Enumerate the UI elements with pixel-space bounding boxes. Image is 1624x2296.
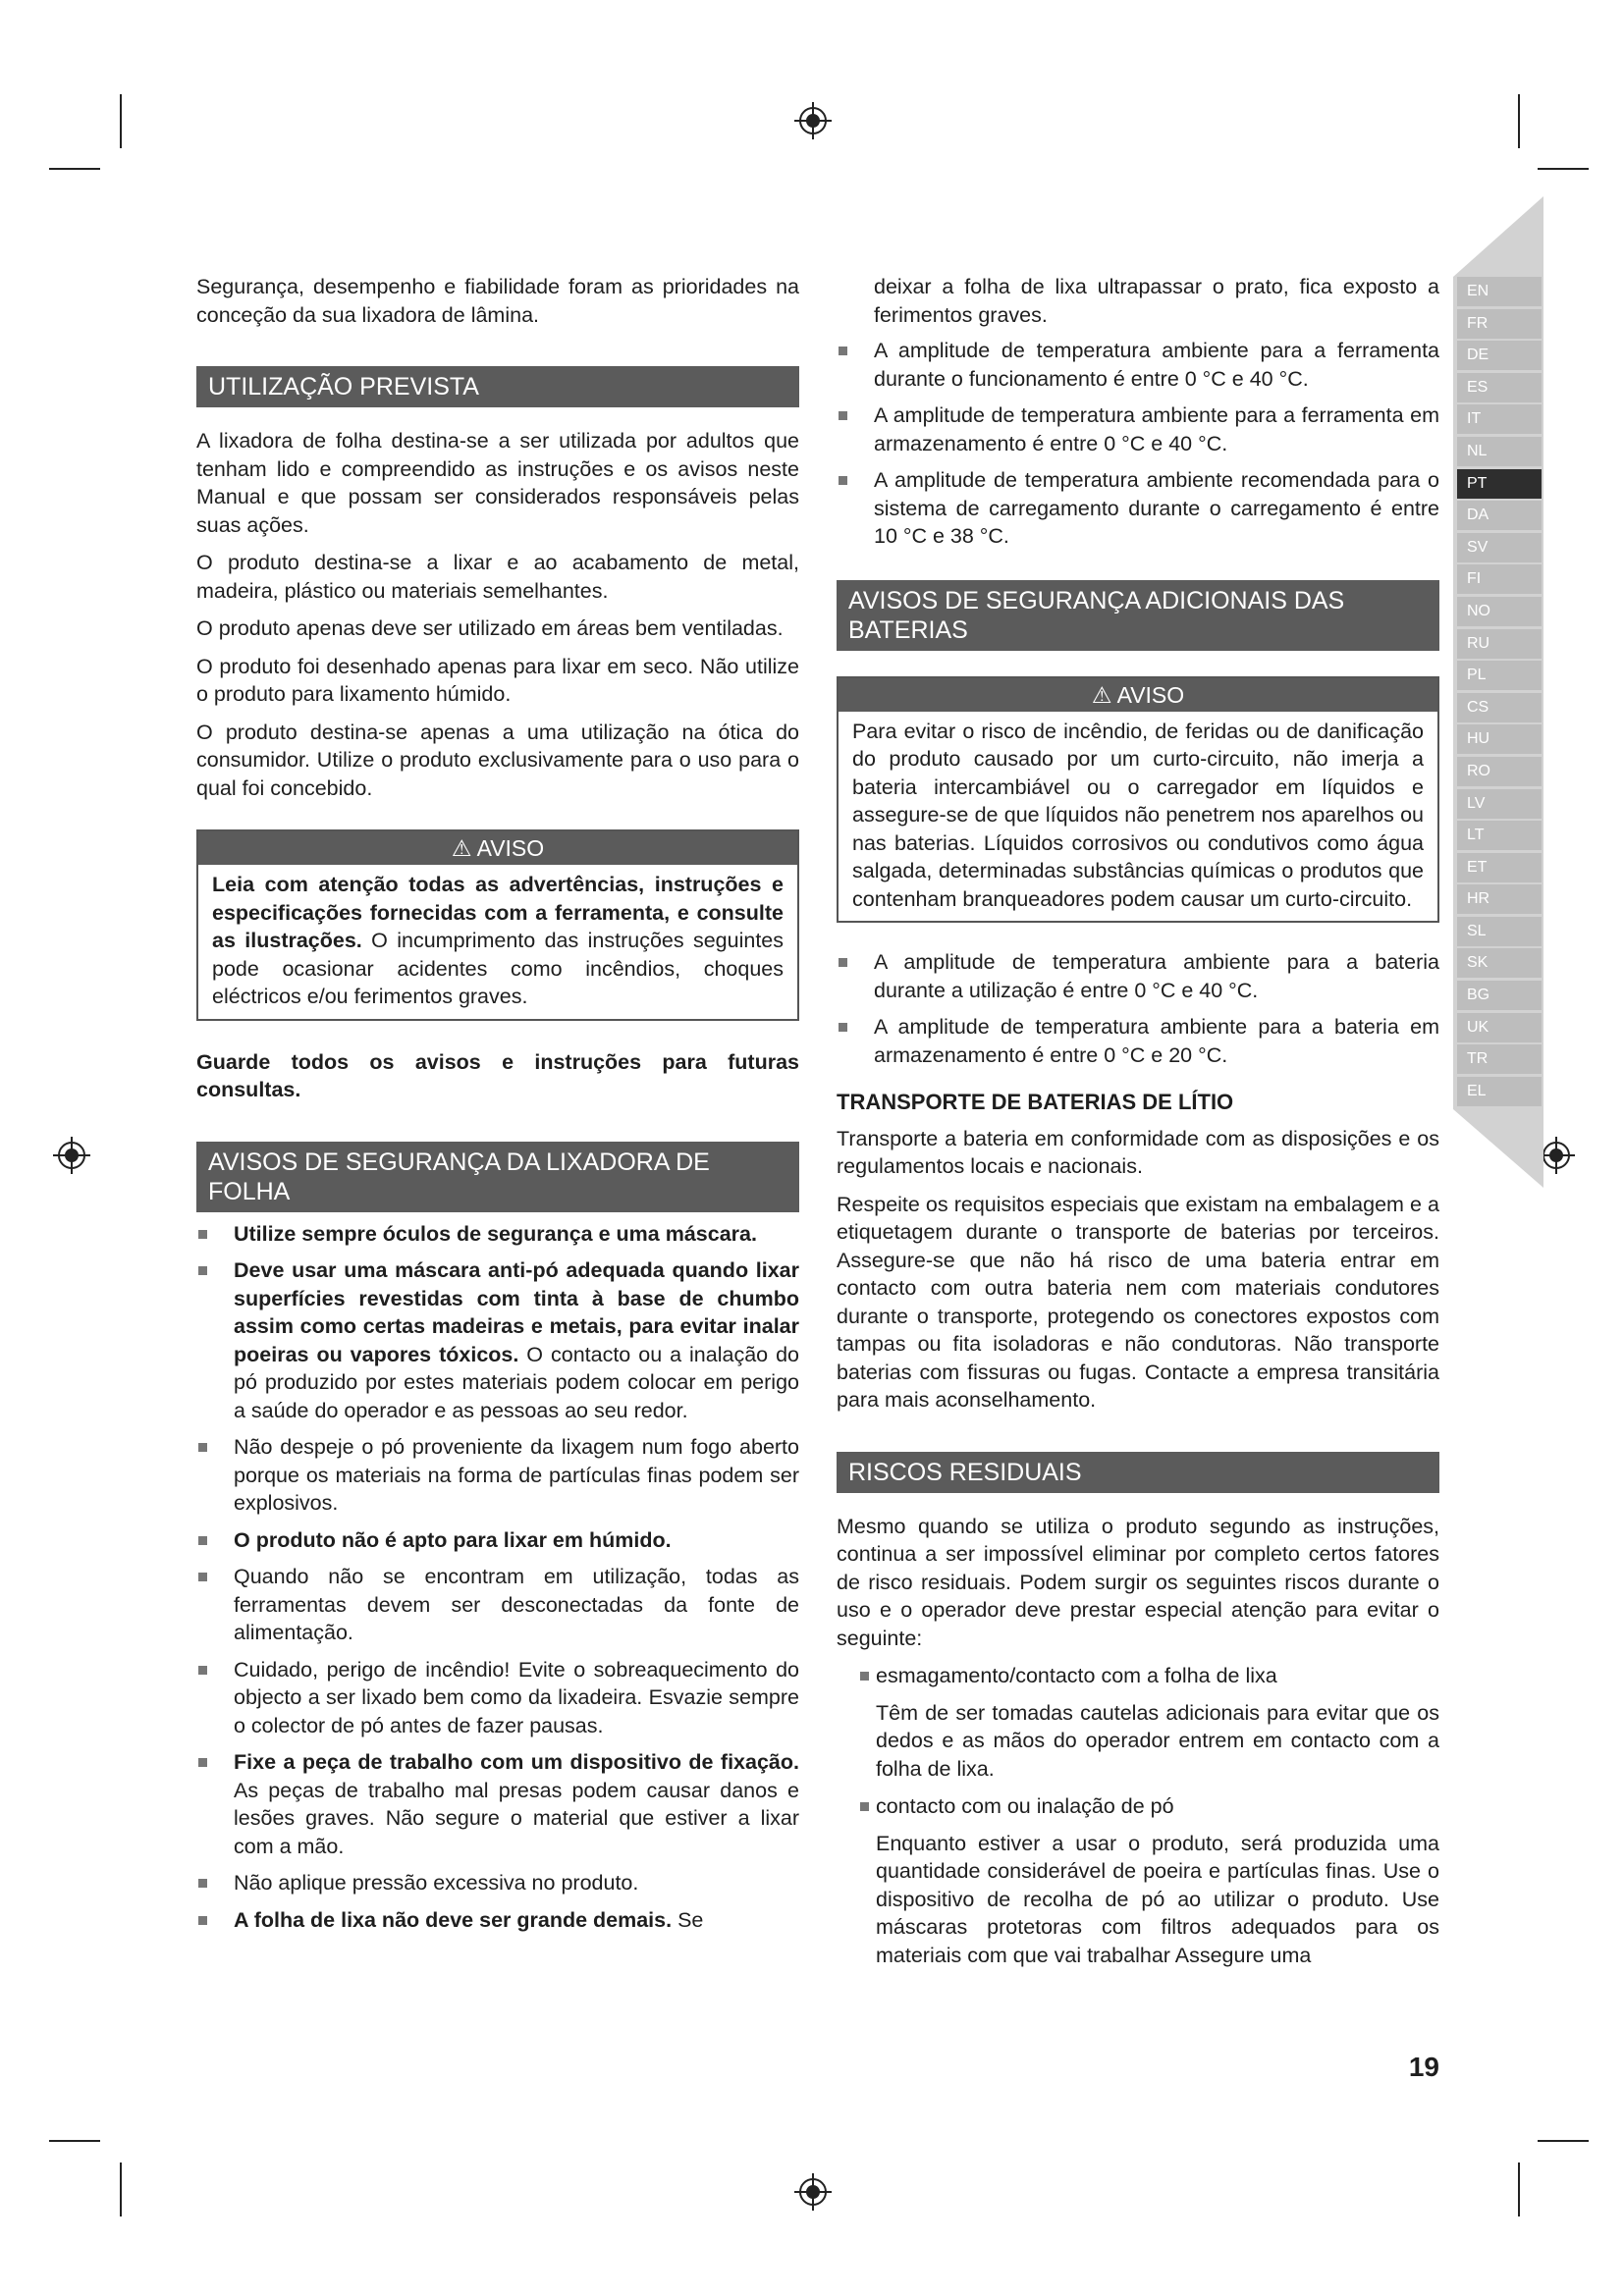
crop-mark	[120, 94, 122, 148]
registration-mark-icon	[794, 102, 832, 139]
language-tab-da[interactable]: DA	[1457, 501, 1542, 530]
language-tab-nl[interactable]: NL	[1457, 437, 1542, 466]
paragraph: O produto foi desenhado apenas para lixar em seco. Não utilize o produto para lixamento húmido.	[196, 654, 799, 706]
bullet-text: Utilize sempre óculos de segurança e uma máscara.	[234, 1221, 757, 1246]
section-heading-sander-safety: AVISOS DE SEGURANÇA DA LIXADORA DE FOLHA	[196, 1142, 799, 1212]
crop-mark	[120, 2163, 122, 2216]
warning-triangle-icon: ⚠	[1091, 681, 1112, 708]
bullet-text: A amplitude de temperatura ambiente para a bateria em armazenamento é entre 0 °C e 20 °C.	[874, 1015, 1439, 1067]
bullet-text: As peças de trabalho mal presas podem causar danos e lesões graves. Não segure o material que estiver a lixar com a mão.	[234, 1778, 799, 1858]
residual-risks-list	[837, 1662, 1439, 1690]
bullet-text: Se	[672, 1907, 704, 1932]
language-tab-pt[interactable]: PT	[1457, 469, 1542, 499]
language-tab-no[interactable]: NO	[1457, 597, 1542, 626]
language-tab-lv[interactable]: LV	[1457, 789, 1542, 819]
warning-title: AVISO	[476, 835, 545, 861]
list-item	[837, 1013, 1439, 1069]
language-tab-fr[interactable]: FR	[1457, 309, 1542, 339]
warning-triangle-icon: ⚠	[451, 835, 472, 861]
list-item	[196, 1748, 799, 1860]
crop-mark	[49, 2140, 100, 2142]
battery-temperature-list	[837, 948, 1439, 1069]
list-item	[837, 401, 1439, 457]
list-item	[837, 948, 1439, 1004]
list-item	[837, 337, 1439, 393]
list-item	[196, 1869, 799, 1897]
warning-header	[839, 678, 1437, 712]
left-column	[196, 273, 799, 1943]
language-tab-el[interactable]: EL	[1457, 1077, 1542, 1106]
warning-body: Para evitar o risco de incêndio, de feridas ou de danificação do produto causado por um curto-circuito, não imerja a bateria intercambiável ou o carregador em líquidos e assegure-se de que líquidos não penetrem nos aparelhos ou nas baterias. Líquidos corrosivos ou condutivos como água salgada, determinadas substâncias químicas o produtos que contenham branqueadores podem causar um curto-circuito.	[852, 719, 1424, 911]
warning-box	[196, 829, 799, 1021]
list-item	[196, 1656, 799, 1740]
language-tab-et[interactable]: ET	[1457, 853, 1542, 882]
section-heading-battery-safety: AVISOS DE SEGURANÇA ADICIONAIS DAS BATERIAS	[837, 580, 1439, 651]
temperature-list	[837, 337, 1439, 551]
language-tabs	[1457, 277, 1542, 1108]
crop-mark	[1518, 94, 1520, 148]
page-number: 19	[1408, 2052, 1439, 2082]
sander-safety-list	[196, 1220, 799, 1935]
bullet-text: A amplitude de temperatura ambiente para a ferramenta em armazenamento é entre 0 °C e 40 °C.	[874, 403, 1439, 455]
language-tab-sk[interactable]: SK	[1457, 948, 1542, 978]
paragraph: Transporte a bateria em conformidade com as disposições e os regulamentos locais e nacionais.	[837, 1126, 1439, 1178]
list-item	[837, 466, 1439, 551]
warning-text: O incumprimento das instruções seguintes pode ocasionar acidentes como incêndios, choques eléctricos e/ou ferimentos graves.	[212, 929, 785, 1008]
list-item	[196, 1433, 799, 1518]
battery-warning-box	[837, 676, 1439, 924]
language-tab-hr[interactable]: HR	[1457, 884, 1542, 914]
bullet-bold-text: A folha de lixa não deve ser grande demais.	[234, 1907, 673, 1932]
bullet-text: A amplitude de temperatura ambiente para a bateria durante a utilização é entre 0 °C e 40 °C.	[874, 950, 1439, 1002]
paragraph: O produto destina-se a lixar e ao acabamento de metal, madeira, plástico ou materiais semelhantes.	[196, 551, 799, 603]
language-tab-uk[interactable]: UK	[1457, 1013, 1542, 1042]
language-tab-it[interactable]: IT	[1457, 404, 1542, 434]
continued-paragraph: deixar a folha de lixa ultrapassar o prato, fica exposto a ferimentos graves.	[874, 275, 1439, 327]
residual-risks-list	[837, 1792, 1439, 1821]
paragraph: Respeite os requisitos especiais que existam na embalagem e a etiquetagem durante o transporte de baterias por terceiros. Assegure-se que não há risco de uma bateria entrar em contacto com outra bateria nem com materiais condutores durante o transporte, protegendo os conectores expostos com tampas ou fita isoladoras e não condutoras. Não transporte baterias com fissuras ou fugas. Contacte a empresa transitária para mais aconselhamento.	[837, 1192, 1439, 1412]
list-item	[858, 1662, 1439, 1690]
bullet-text: Quando não se encontram em utilização, todas as ferramentas devem ser desconectadas da fonte de alimentação.	[234, 1565, 799, 1644]
language-tab-hu[interactable]: HU	[1457, 724, 1542, 754]
paragraph: A lixadora de folha destina-se a ser utilizada por adultos que tenham lido e compreendido as instruções e os avisos neste Manual e que possam ser considerados responsáveis pelas suas ações.	[196, 429, 799, 537]
registration-mark-icon	[794, 2173, 832, 2211]
list-item	[858, 1792, 1439, 1821]
paragraph: O produto apenas deve ser utilizado em áreas bem ventiladas.	[196, 616, 784, 640]
bullet-bold-text: Deve usar uma máscara anti-pó adequada quando lixar superfícies revestidas com tinta à base de chumbo assim como certas madeiras e metais, para evitar inalar poeiras ou vapores tóxicos.	[234, 1258, 799, 1366]
right-column	[837, 273, 1439, 1979]
keep-instructions-notice	[196, 1048, 799, 1104]
crop-mark	[1518, 2163, 1520, 2216]
paragraph: Enquanto estiver a usar o produto, será produzida uma quantidade considerável de poeira e partículas finas. Use o dispositivo de recolha de pó ao utilizar o produto. Use máscaras protetoras com filtros adequados para os materiais com que vai trabalhar Assegure uma	[876, 1831, 1439, 1967]
keep-instructions-text: Guarde todos os avisos e instruções para futuras consultas.	[196, 1049, 799, 1101]
language-tab-sl[interactable]: SL	[1457, 917, 1542, 946]
crop-mark	[1538, 168, 1589, 170]
list-item	[196, 1906, 799, 1935]
registration-mark-icon	[53, 1137, 90, 1174]
bullet-text: A amplitude de temperatura ambiente para a ferramenta durante o funcionamento é entre 0 °C e 40 °C.	[874, 339, 1439, 391]
crop-mark	[49, 168, 100, 170]
bullet-text: O contacto ou a inalação do pó produzido por estes materiais podem colocar em perigo a saúde do operador e as pessoas ao seu redor.	[234, 1342, 799, 1422]
bullet-text: esmagamento/contacto com a folha de lixa	[876, 1664, 1277, 1687]
language-tab-ru[interactable]: RU	[1457, 629, 1542, 659]
language-tab-bg[interactable]: BG	[1457, 981, 1542, 1010]
section-heading-intended-use: UTILIZAÇÃO PREVISTA	[196, 366, 799, 407]
warning-title: AVISO	[1116, 681, 1185, 708]
paragraph: Têm de ser tomadas cautelas adicionais para evitar que os dedos e as mãos do operador entrem em contacto com a folha de lixa.	[876, 1700, 1439, 1781]
warning-header	[198, 831, 797, 865]
language-tab-pl[interactable]: PL	[1457, 661, 1542, 690]
language-tab-es[interactable]: ES	[1457, 373, 1542, 402]
transport-heading: TRANSPORTE DE BATERIAS DE LÍTIO	[837, 1090, 1234, 1114]
language-tab-ro[interactable]: RO	[1457, 757, 1542, 786]
language-tab-sv[interactable]: SV	[1457, 533, 1542, 562]
language-tab-de[interactable]: DE	[1457, 341, 1542, 370]
warning-body	[198, 865, 797, 1019]
paragraph: Mesmo quando se utiliza o produto segundo as instruções, continua a ser impossível eliminar por completo certos fatores de risco residuais. Podem surgir os seguintes riscos durante o uso e o operador deve prestar especial atenção para evitar o seguinte:	[837, 1514, 1439, 1650]
crop-mark	[1538, 2140, 1589, 2142]
bullet-bold-text: Fixe a peça de trabalho com um dispositivo de fixação.	[234, 1750, 799, 1774]
bullet-text: A amplitude de temperatura ambiente recomendada para o sistema de carregamento durante o carregamento é entre 10 °C e 38 °C.	[874, 468, 1439, 548]
paragraph: O produto destina-se apenas a uma utilização na ótica do consumidor. Utilize o produto exclusivamente para o uso para o qual foi concebido.	[196, 720, 799, 800]
bullet-text: Não despeje o pó proveniente da lixagem num fogo aberto porque os materiais na forma de partículas finas podem ser explosivos.	[234, 1435, 799, 1515]
bullet-text: O produto não é apto para lixar em húmido.	[234, 1527, 672, 1552]
list-item	[196, 1563, 799, 1647]
language-tab-fi[interactable]: FI	[1457, 564, 1542, 594]
bullet-text: Cuidado, perigo de incêndio! Evite o sobreaquecimento do objecto a ser lixado bem como da lixadeira. Esvazie sempre o colector de pó antes de fazer pausas.	[234, 1657, 799, 1737]
language-tab-cs[interactable]: CS	[1457, 693, 1542, 722]
language-tab-tr[interactable]: TR	[1457, 1044, 1542, 1074]
section-heading-residual-risks: RISCOS RESIDUAIS	[837, 1452, 1439, 1493]
bullet-text: Não aplique pressão excessiva no produto.	[234, 1871, 639, 1895]
language-tab-en[interactable]: EN	[1457, 277, 1542, 306]
list-item	[196, 1220, 799, 1249]
bullet-text: contacto com ou inalação de pó	[876, 1794, 1174, 1818]
warning-bold-text: Leia com atenção todas as advertências, instruções e especificações fornecidas com a ferramenta, e consulte as ilustrações.	[212, 873, 784, 952]
intro-paragraph: Segurança, desempenho e fiabilidade foram as prioridades na conceção da sua lixadora de lâmina.	[196, 275, 799, 327]
list-item	[196, 1256, 799, 1424]
language-tab-lt[interactable]: LT	[1457, 821, 1542, 850]
list-item	[196, 1526, 799, 1555]
